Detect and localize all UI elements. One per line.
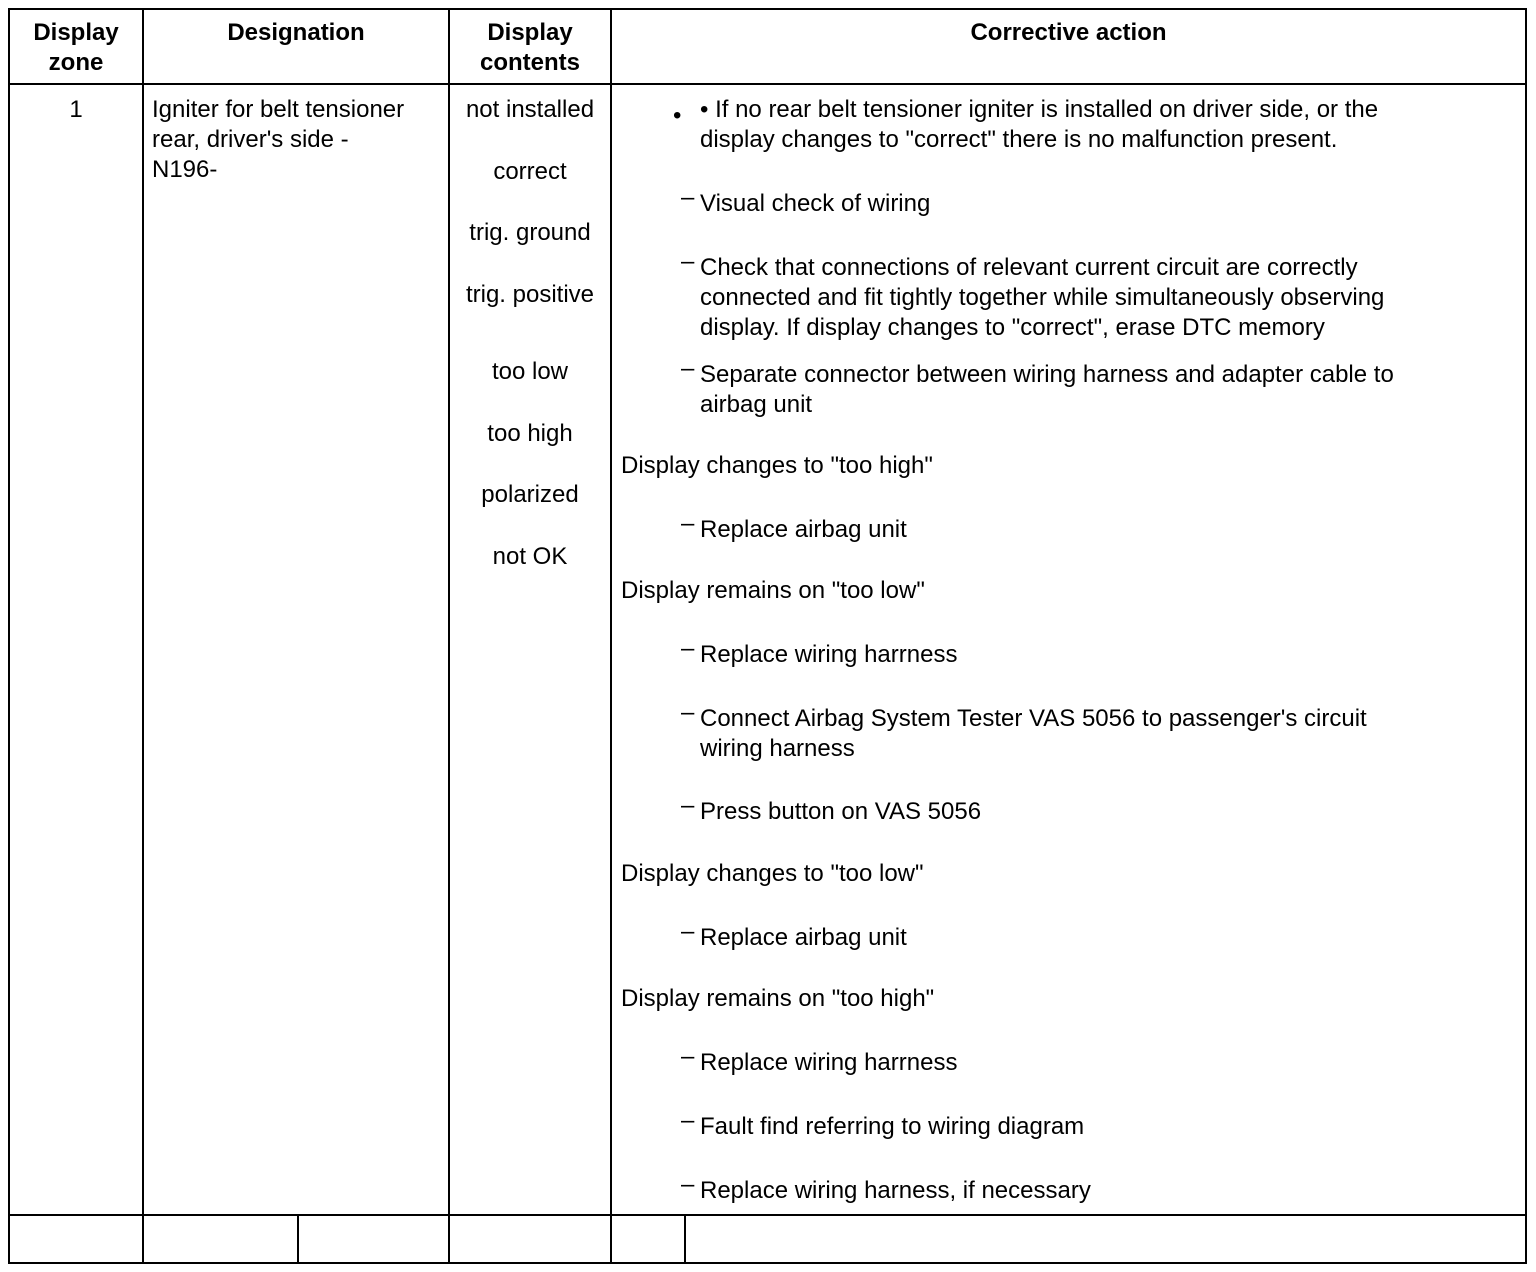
table-border-top [8, 8, 1527, 10]
row-divider [8, 1214, 1527, 1216]
dash-marker: – [681, 510, 695, 537]
step-fault-find: Fault find referring to wiring diagram [700, 1113, 1085, 1140]
display-contents-item: trig. ground [469, 219, 591, 246]
dash-marker: – [681, 248, 695, 275]
display-contents-item: polarized [481, 481, 579, 508]
display-contents-item: too high [487, 420, 573, 447]
dash-marker: – [681, 184, 695, 211]
dash-marker: – [681, 1043, 695, 1070]
zone-number: 1 [69, 96, 83, 123]
step-press-button: Press button on VAS 5056 [700, 798, 982, 825]
header-designation: Designation [227, 19, 365, 46]
step-visual-check: Visual check of wiring [700, 190, 931, 217]
step-replace-wiring-harness: Replace wiring harrness [700, 1049, 958, 1076]
display-contents-item: correct [493, 158, 567, 185]
dash-marker: – [681, 1171, 695, 1198]
step-replace-airbag-unit: Replace airbag unit [700, 516, 907, 543]
designation-cell: Igniter for belt tensioner rear, driver's side - N196- [152, 96, 405, 183]
step-replace-harness-if-necessary: Replace wiring harness, if necessary [700, 1177, 1091, 1204]
column-divider-2 [448, 8, 450, 1264]
dash-marker: – [681, 1107, 695, 1134]
step-connect-tester: Connect Airbag System Tester VAS 5056 to passenger's circuit wiring harness [700, 705, 1367, 762]
bullet-marker: • [673, 102, 682, 129]
dash-marker: – [681, 355, 695, 382]
step-replace-wiring-harness: Replace wiring harrness [700, 641, 958, 668]
header-divider [8, 83, 1527, 85]
header-display-contents: Display contents [479, 19, 580, 76]
condition-remains-too-high: Display remains on "too high" [621, 985, 935, 1012]
empty-row-divider-b [684, 1214, 686, 1264]
display-contents-item: trig. positive [465, 281, 595, 308]
header-corrective-action: Corrective action [970, 19, 1167, 46]
table-border-left [8, 8, 10, 1264]
step-replace-airbag-unit: Replace airbag unit [700, 924, 907, 951]
condition-changes-too-low: Display changes to "too low" [621, 860, 924, 887]
display-contents-item: not OK [492, 543, 568, 570]
empty-row-divider-a [297, 1214, 299, 1264]
table-border-right [1525, 8, 1527, 1264]
dash-marker: – [681, 635, 695, 662]
dash-marker: – [681, 792, 695, 819]
step-check-connections: Check that connections of relevant current circuit are correctly connected and fit tightly together while simultaneously observing display. If display changes to "correct", erase DTC memory [700, 254, 1385, 341]
condition-changes-too-high: Display changes to "too high" [621, 452, 933, 479]
header-display-zone: Display zone [33, 19, 119, 76]
step-separate-connector: Separate connector between wiring harness and adapter cable to airbag unit [700, 361, 1394, 418]
dash-marker: – [681, 699, 695, 726]
dash-marker: – [681, 918, 695, 945]
column-divider-1 [142, 8, 144, 1264]
column-divider-3 [610, 8, 612, 1264]
display-contents-item: too low [491, 358, 569, 385]
condition-remains-too-low: Display remains on "too low" [621, 577, 925, 604]
table-border-bottom [8, 1262, 1527, 1264]
note-no-igniter: • If no rear belt tensioner igniter is installed on driver side, or the display changes to "correct" there is no malfunction present. [700, 96, 1379, 153]
display-contents-item: not installed [465, 96, 595, 123]
